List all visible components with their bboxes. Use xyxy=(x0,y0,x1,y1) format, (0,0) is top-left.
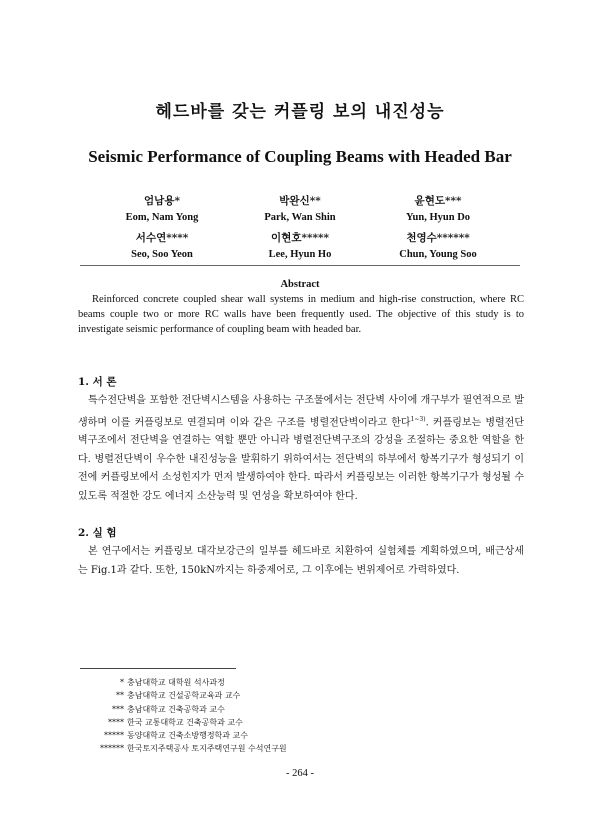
author xyxy=(245,193,355,223)
abstract-body: Reinforced concrete coupled shear wall systems in medium and high-rise construction, where RC beams couple two or more RC walls have been frequently used. The objective of this study is to investigate seismic performance of coupling beam with headed bar. xyxy=(78,294,524,335)
section-1-body xyxy=(78,392,524,506)
author-name-ko: 서수연**** xyxy=(135,232,189,244)
section-2-body: 본 연구에서는 커플링보 대각보강근의 일부를 헤드바로 치환하여 실험체를 계획하였으며, 배근상세는 Fig.1과 같다. 또한, 150kN까지는 하중제어로, 그 이후에는 변위제어로 가력하였다. xyxy=(78,546,524,576)
footnote-text: 한국 교통대학교 건축공학과 교수 xyxy=(127,717,243,727)
footnote-text: 한국토지주택공사 토지주택연구원 수석연구원 xyxy=(127,744,287,754)
footnote xyxy=(78,689,287,702)
footnote-mark: * xyxy=(120,678,124,687)
section-1-text-a: 특수전단벽을 포함한 전단벽시스템을 사용하는 구조물에서는 전단벽 사이에 개구부가 필연적으로 발생하며 이를 커플링보로 연결되며 이와 같은 구조를 병렬전단벽이라고 한다 xyxy=(78,395,524,428)
footnote-text: 동양대학교 건축소방행정학과 교수 xyxy=(127,731,249,741)
section-1-heading: 1. 서 론 xyxy=(78,376,117,388)
footnote-text: 충남대학교 건축공학과 교수 xyxy=(127,704,225,714)
footnote-mark: **** xyxy=(108,717,124,727)
paper-title-english: Seismic Performance of Coupling Beams with Headed Bar xyxy=(88,147,512,166)
citation: 1~3) xyxy=(410,415,426,423)
author-name-ko: 엄남용* xyxy=(144,195,180,207)
author xyxy=(107,193,217,223)
author xyxy=(383,193,493,223)
footnote-mark: ** xyxy=(116,691,124,701)
footnote xyxy=(78,676,287,689)
footnote xyxy=(78,716,287,729)
page-number: - 264 - xyxy=(286,768,314,779)
author-name-ko: 윤현도*** xyxy=(414,195,462,207)
footnote-divider xyxy=(80,668,236,669)
author-name-en: Seo, Soo Yeon xyxy=(131,249,193,260)
authors-row-2 xyxy=(0,230,600,260)
authors-row-1 xyxy=(0,193,600,223)
author xyxy=(383,230,493,260)
author xyxy=(245,230,355,260)
author-name-ko: 박완신** xyxy=(279,195,321,207)
footnote-text: 충남대학교 건설공학교육과 교수 xyxy=(127,691,241,701)
author-name-en: Lee, Hyun Ho xyxy=(268,249,332,260)
author-name-en: Chun, Young Soo xyxy=(399,249,477,260)
paper-title-korean: 헤드바를 갖는 커플링 보의 내진성능 xyxy=(155,102,445,122)
abstract-heading: Abstract xyxy=(280,279,320,290)
author-name-en: Yun, Hyun Do xyxy=(405,212,471,223)
footnotes xyxy=(78,676,287,756)
author-name-ko: 이현호***** xyxy=(271,232,329,244)
footnote xyxy=(78,742,287,755)
author-name-en: Eom, Nam Yong xyxy=(125,212,199,223)
footnote-mark: ****** xyxy=(100,744,124,754)
author xyxy=(107,230,217,260)
section-1-text-b: . 커플링보는 병렬전단벽구조에서 전단벽을 연결하는 역할 뿐만 아니라 병렬전단벽구조의 강성을 조절하는 중요한 역할을 한다. 병렬전단벽이 우수한 내진성능을 발휘하기 위하여서는 전단벽의 하부에서 항복기구가 형성되기 이전에 커플링보에서 소성힌지가 먼저 발생하여야 한다. 따라서 커플링보는 이러한 항복기구가 형성될 수 있도록 적절한 강도 에너지 소산능력 및 연성을 확보하여야 한다. xyxy=(78,416,524,502)
footnote xyxy=(78,703,287,716)
header-divider xyxy=(80,265,520,266)
author-name-en: Park, Wan Shin xyxy=(264,212,336,223)
footnote-mark: ***** xyxy=(104,731,124,741)
footnote-mark: *** xyxy=(112,704,124,714)
author-name-ko: 천영수****** xyxy=(406,232,470,244)
footnote-text: 충남대학교 대학원 석사과정 xyxy=(127,678,225,687)
section-2-heading: 2. 실 험 xyxy=(78,527,117,539)
footnote xyxy=(78,729,287,742)
